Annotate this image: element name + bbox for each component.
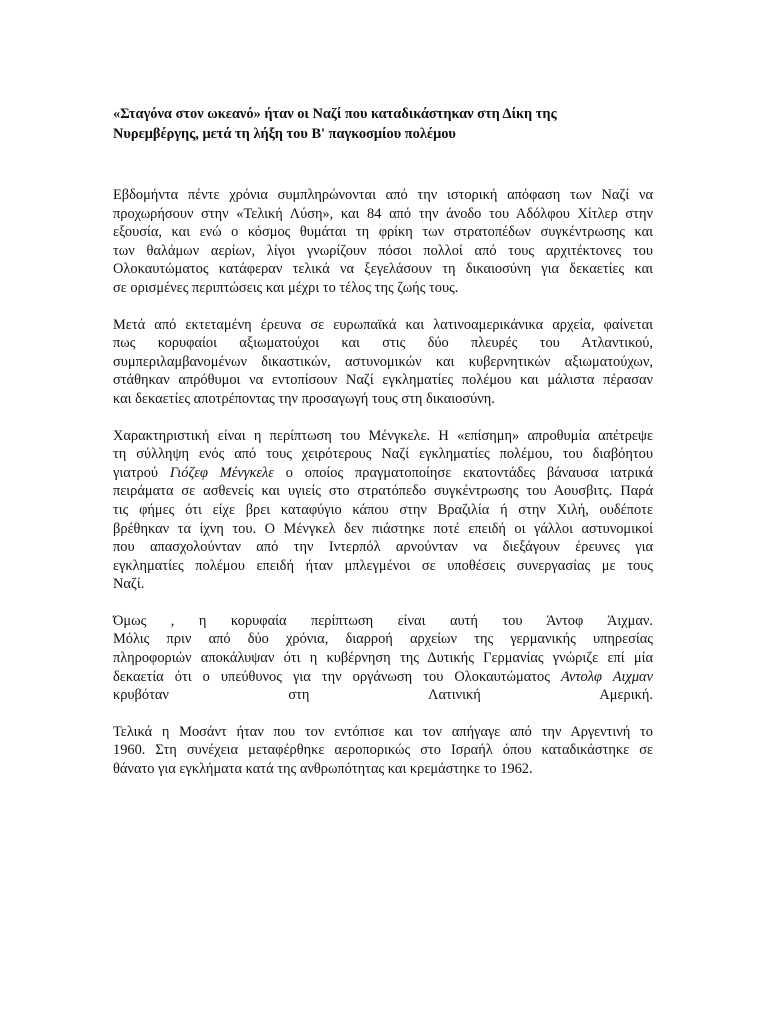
text-run: ο οποίος πραγματοποίησε εκατοντάδες βάναυσα ιατρικά xyxy=(273,464,653,481)
paragraph-line: εξουσία, και ενώ ο κόσμος θυμάται τη φρίκη των στρατοπέδων συγκέντρωσης και xyxy=(113,224,653,241)
paragraph-line: βρέθηκαν τα ίχνη του. Ο Μένγκελ δεν πιάστηκε ποτέ επειδή οι γάλλοι αστυνομικοί xyxy=(113,520,653,537)
paragraph-line: πειράματα σε ασθενείς και υγιείς στο στρατόπεδο συγκέντρωσης του Αουσβιτς. Παρά xyxy=(113,483,653,500)
paragraph-2 xyxy=(113,316,653,409)
paragraph-line: εγκληματίες πολέμου επειδή ήταν μπλεγμένοι σε υποθέσεις συνεργασίας με τους xyxy=(113,557,653,574)
paragraph-line: 1960. Στη συνέχεια μεταφέρθηκε αεροπορικώς στο Ισραήλ όπου καταδικάστηκε σε xyxy=(113,742,653,759)
text-run: δεκαετία ότι ο υπεύθυνος για την οργάνωση του Ολοκαυτώματος xyxy=(113,668,561,685)
paragraph-4 xyxy=(113,612,653,705)
paragraph-line: που απασχολούνταν από την Ιντερπόλ αρνούνταν να διεξάγουν έρευνες για xyxy=(113,539,653,556)
paragraph-line: Μετά από εκτεταμένη έρευνα σε ευρωπαϊκά και λατινοαμερικάνικα αρχεία, φαίνεται xyxy=(113,316,653,333)
paragraph-line: και δεκαετίες αποτρέποντας την προσαγωγή τους στη δικαιοσύνη. xyxy=(113,390,495,407)
paragraph-line: Ολοκαυτώματος κατάφεραν τελικά να ξεγελάσουν τη δικαιοσύνη για δεκαετίες και xyxy=(113,261,653,278)
paragraph-1 xyxy=(113,186,653,298)
paragraph-line: Εβδομήντα πέντε χρόνια συμπληρώνονται από την ιστορική απόφαση των Ναζί να xyxy=(113,187,653,203)
paragraph-line: πληροφοριών αποκάλυψαν ότι η κυβέρνηση της Δυτικής Γερμανίας γνώριζε επί μία xyxy=(113,650,653,667)
paragraph-line: Τελικά η Μοσάντ ήταν που τον εντόπισε και τον απήγαγε από την Αργεντινή το xyxy=(113,723,653,740)
paragraph-line: στάθηκαν απρόθυμοι να εντοπίσουν Ναζί εγκληματίες πολέμου και μάλιστα πέρασαν xyxy=(113,372,653,389)
person-name-mengele: Γιόζεφ Μένγκελε xyxy=(169,464,274,481)
paragraph-line: σε ορισμένες περιπτώσεις και μέχρι το τέλος της ζωής τους. xyxy=(113,279,459,296)
person-name-eichmann: Αντολφ Αιχμαν xyxy=(561,668,653,685)
article-title: «Σταγόνα στον ωκεανό» ήταν οι Ναζί που καταδικάστηκαν στη Δίκη της Νυρεμβέργης, μετά τη λήξη του Β' παγκοσμίου πολέμου xyxy=(113,106,557,142)
paragraph-line: των θαλάμων αερίων, λίγοι γνωρίζουν πόσοι πολλοί από τους αρχιτέκτονες του xyxy=(113,242,653,259)
paragraph-3 xyxy=(113,427,653,594)
paragraph-line: Χαρακτηριστική είναι η περίπτωση του Μένγκελε. Η «επίσημη» απροθυμία απέτρεψε xyxy=(113,427,653,444)
paragraph-line: τις φήμες ότι είχε βρει καταφύγιο κάπου στην Βραζιλία ή στην Χιλή, ουδέποτε xyxy=(113,501,653,518)
paragraph-line: κρυβόταν στη Λατινική Αμερική. xyxy=(113,687,653,704)
text-run: γιατρού xyxy=(113,464,170,481)
paragraph-line xyxy=(113,464,653,483)
paragraph-line: συμπεριλαμβανομένων δικαστικών, αστυνομικών και κυβερνητικών αξιωματούχων, xyxy=(113,353,653,370)
article-body xyxy=(113,186,653,797)
paragraph-line: Ναζί. xyxy=(113,576,145,593)
paragraph-line xyxy=(113,668,653,687)
paragraph-line: πως κορυφαίοι αξιωματούχοι και στις δύο πλευρές του Ατλαντικού, xyxy=(113,335,653,352)
paragraph-line: τη σύλληψη ενός από τους χειρότερους Ναζί εγκληματίες πολέμου, του διαβόητου xyxy=(113,446,653,463)
paragraph-line: Μόλις πριν από δύο χρόνια, διαρροή αρχείων της γερμανικής υπηρεσίας xyxy=(113,631,653,648)
paragraph-line: θάνατο για εγκλήματα κατά της ανθρωπότητας και κρεμάστηκε το 1962. xyxy=(113,761,533,778)
paragraph-line: προχωρήσουν στην «Τελική Λύση», και 84 από την άνοδο του Αδόλφου Χίτλερ στην xyxy=(113,205,653,222)
paragraph-line: Όμως , η κορυφαία περίπτωση είναι αυτή του Άντοφ Άιχμαν. xyxy=(113,612,653,629)
paragraph-5 xyxy=(113,723,653,779)
